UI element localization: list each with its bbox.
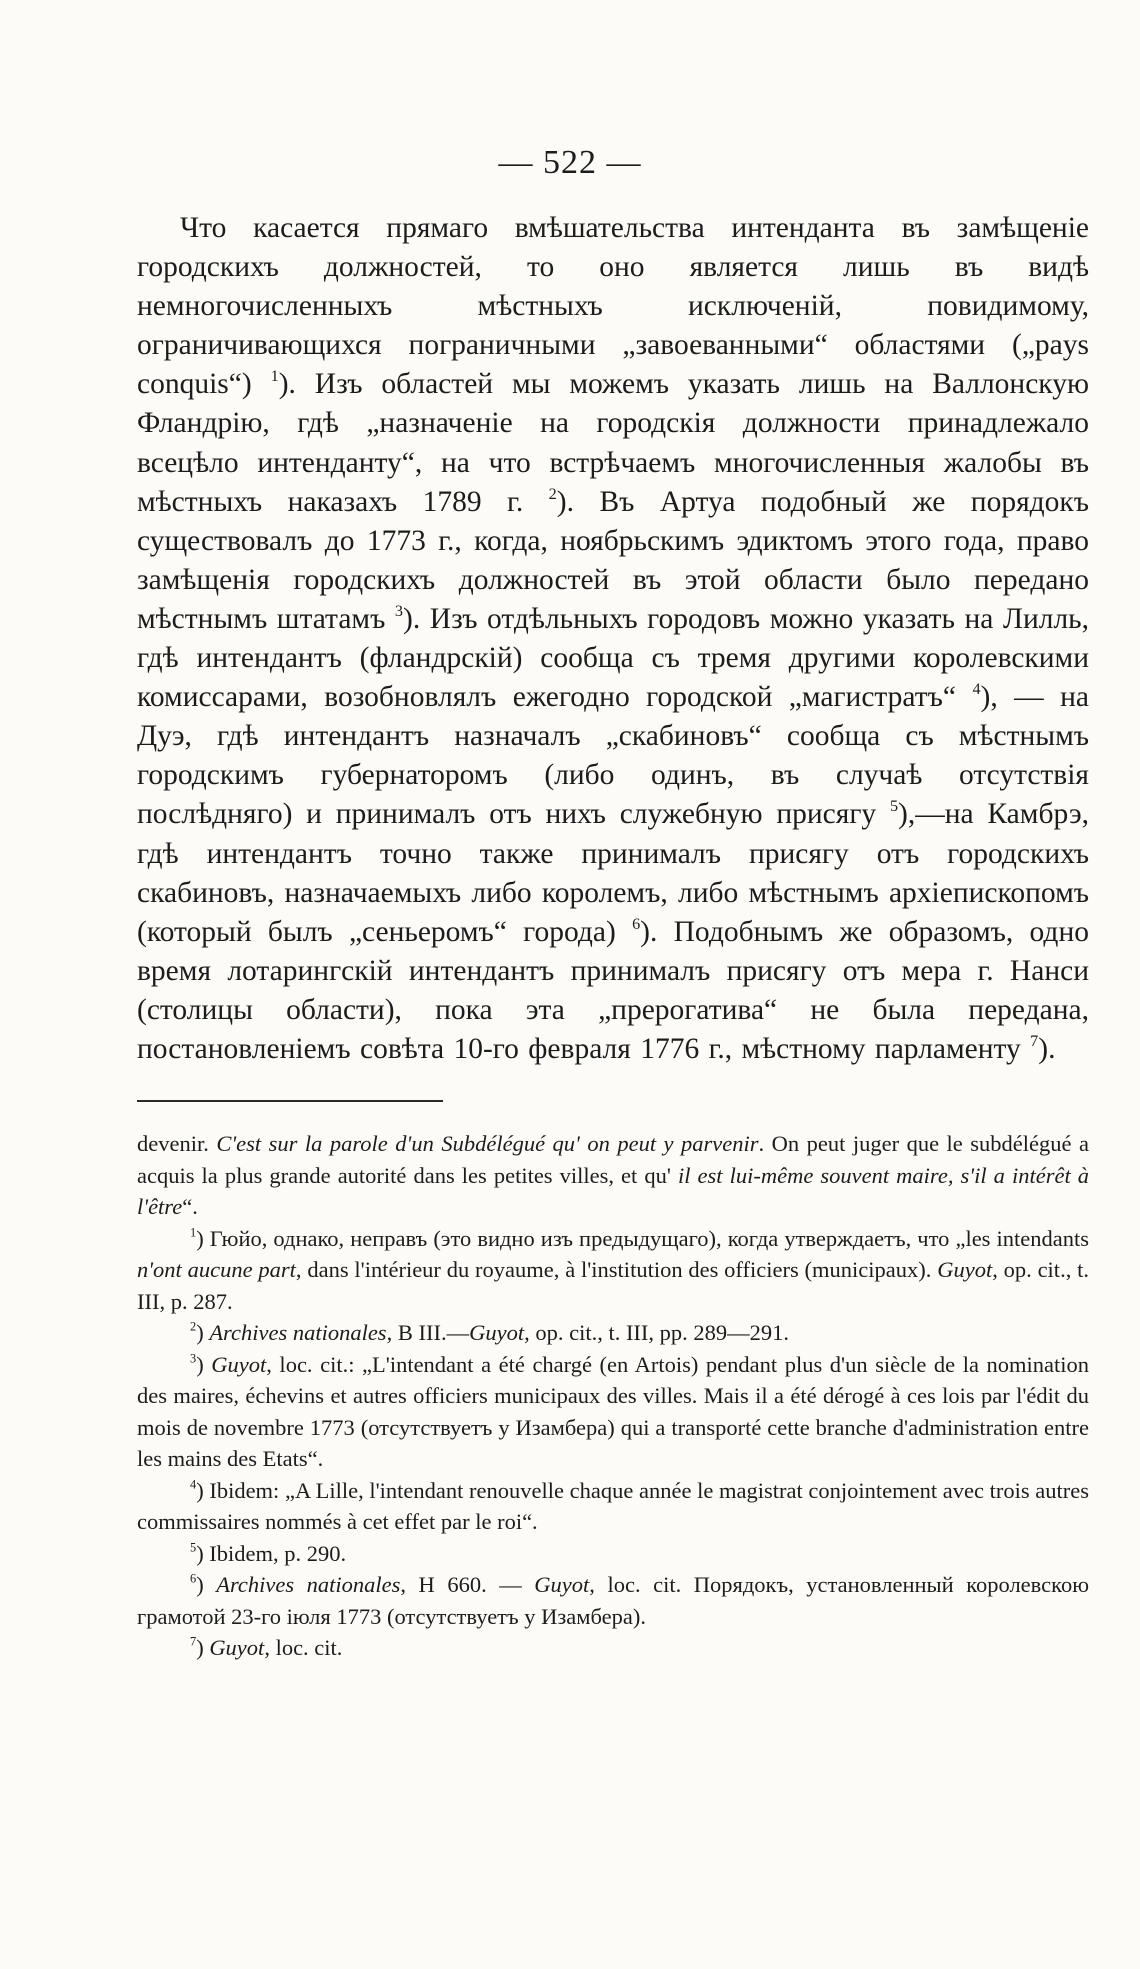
text-segment: devenir. [137, 1131, 217, 1156]
footnote-separator [137, 1100, 443, 1102]
footnote-ref: 5 [889, 797, 899, 816]
footnote-marker: 3 [190, 1351, 197, 1366]
italic-segment: Archives nationales [209, 1320, 387, 1345]
footnote-marker: 1 [190, 1225, 197, 1240]
text-segment: ). Подобнымъ же образомъ, одно время лотарингскій интендантъ принималъ присягу отъ мера г. Нанси (столицы области), пока эта „прерогатива“ не была передана, постановленіемъ совѣта 10-го февраля 1776 г., мѣстному парламенту [137, 915, 1089, 1065]
text-segment: ) Гюйо, однако, неправъ (это видно изъ предыдущаго), когда утверждаетъ, что „les intendants [196, 1225, 1089, 1251]
italic-segment: Guyot [534, 1572, 590, 1597]
footnote-marker: 4 [190, 1477, 197, 1492]
text-segment: , loc. cit. [264, 1635, 343, 1660]
text-segment: ) Ibidem: „A Lille, l'intendant renouvelle chaque année le magistrat conjointement avec trois autres commissaires nommés à cet effet par le roi“. [137, 1477, 1089, 1534]
italic-segment: Guyot [209, 1635, 265, 1660]
italic-segment: Guyot [211, 1351, 267, 1377]
italic-segment: Guyot [937, 1257, 993, 1282]
text-segment: , dans l'intérieur du royaume, à l'institution des officiers (municipaux). [295, 1257, 938, 1282]
text-segment: ),—на Камбрэ, гдѣ интендантъ точно также принималъ присягу отъ городскихъ скабиновъ, назначаемыхъ либо королемъ, либо мѣстнымъ архіепископомъ (который былъ „сеньеромъ“ города) [137, 798, 1089, 948]
text-segment: ) [196, 1351, 212, 1377]
footnote-marker: 2 [190, 1319, 197, 1334]
text-segment: . On peut juger que le subdélégué a acquis la plus grande autorité dans les petites villes, et qu' [137, 1131, 1089, 1188]
footnote-ref: 4 [972, 679, 981, 698]
footnote [137, 1538, 1089, 1570]
italic-segment: il est lui-même souvent maire, s'il a intérêt à l'être [137, 1162, 1090, 1219]
footnote-ref: 7 [1030, 1031, 1039, 1050]
text-segment: ). Изъ отдѣльныхъ городовъ можно указать на Лилль, гдѣ интендантъ (фландрскій) сообща съ тремя другими королевскими комиссарами, возобновлялъ ежегодно городской „магистратъ“ [137, 602, 1090, 714]
italic-segment: C'est sur la parole d'un Subdélégué qu' on peut y parvenir [216, 1131, 759, 1156]
footnote [137, 1349, 1089, 1475]
footnote-ref: 6 [632, 914, 641, 933]
footnotes [137, 1128, 1089, 1664]
text-segment: , loc. cit. Порядокъ, установленный королевскою грамотой 23-го іюля 1773 (отсутствуетъ у Изамбера). [137, 1572, 1089, 1629]
footnote [137, 1569, 1089, 1632]
text-segment: ). Въ Артуа подобный же порядокъ существовалъ до 1773 г., когда, ноябрьскимъ эдиктомъ этого года, право замѣщенія городскихъ должностей въ этой области было передано мѣстнымъ штатамъ [137, 485, 1090, 635]
footnote-ref: 1 [270, 367, 279, 386]
footnote [137, 1317, 1089, 1349]
text-segment: ) [196, 1635, 210, 1660]
italic-segment: n'ont aucune part [137, 1257, 296, 1282]
footnote-marker: 5 [190, 1540, 197, 1555]
text-segment: ), — на Дуэ, гдѣ интендантъ назначалъ „скабиновъ“ сообща съ мѣстнымъ городскимъ губернаторомъ (либо одинъ, въ случаѣ отсутствія послѣдняго) и принималъ отъ нихъ служебную присягу [137, 681, 1089, 831]
italic-segment: Archives nationales [216, 1572, 401, 1597]
text-segment: ) [196, 1572, 217, 1597]
text-segment: , op. cit., t. III, p. 287. [137, 1257, 1089, 1314]
main-paragraph [137, 209, 1089, 1069]
footnote [137, 1632, 1089, 1664]
footnote-ref: 2 [548, 484, 557, 503]
text-segment: , H 660. — [400, 1572, 535, 1597]
text-segment: ). Изъ областей мы можемъ указать лишь на Валлонскую Фландрію, гдѣ „назначеніе на городскія должности принадлежало всецѣло интенданту“, на что встрѣчаемъ многочисленныя жалобы въ мѣстныхъ наказахъ 1789 г. [137, 368, 1089, 518]
text-segment: ). [1038, 1032, 1056, 1065]
text-segment: , B III.— [386, 1320, 470, 1345]
footnote-ref: 3 [394, 601, 404, 620]
text-segment: , op. cit., t. III, pp. 289—291. [524, 1320, 790, 1345]
italic-segment: Guyot [469, 1320, 525, 1345]
text-segment: Что касается прямаго вмѣшательства интенданта въ замѣщеніе городскихъ должностей, то оно является лишь въ видѣ немногочисленныхъ мѣстныхъ исключеній, повидимому, ограничивающихся пограничными „завоеванными“ областями („pays conquis“) [137, 212, 1089, 401]
text-segment: , loc. cit.: „L'intendant a été chargé (en Artois) pendant plus d'un siècle de la nomination des maires, échevins et autres officiers municipaux des villes. Mais il a été dérogé à ces lois par l'édit du mois de novembre 1773 (отсутствуетъ у Изамбера) qui a transporté cette branche d'administration entre les mains des Etats“. [137, 1351, 1089, 1471]
footnote [137, 1475, 1089, 1538]
text-segment: ) [196, 1320, 210, 1345]
page-number: — 522 — [498, 144, 642, 181]
footnote-marker: 6 [190, 1571, 197, 1586]
footnote [137, 1223, 1089, 1318]
footnote [137, 1128, 1089, 1223]
text-segment: ) Ibidem, p. 290. [196, 1540, 347, 1566]
text-segment: “. [182, 1194, 198, 1219]
footnote-marker: 7 [190, 1634, 197, 1649]
